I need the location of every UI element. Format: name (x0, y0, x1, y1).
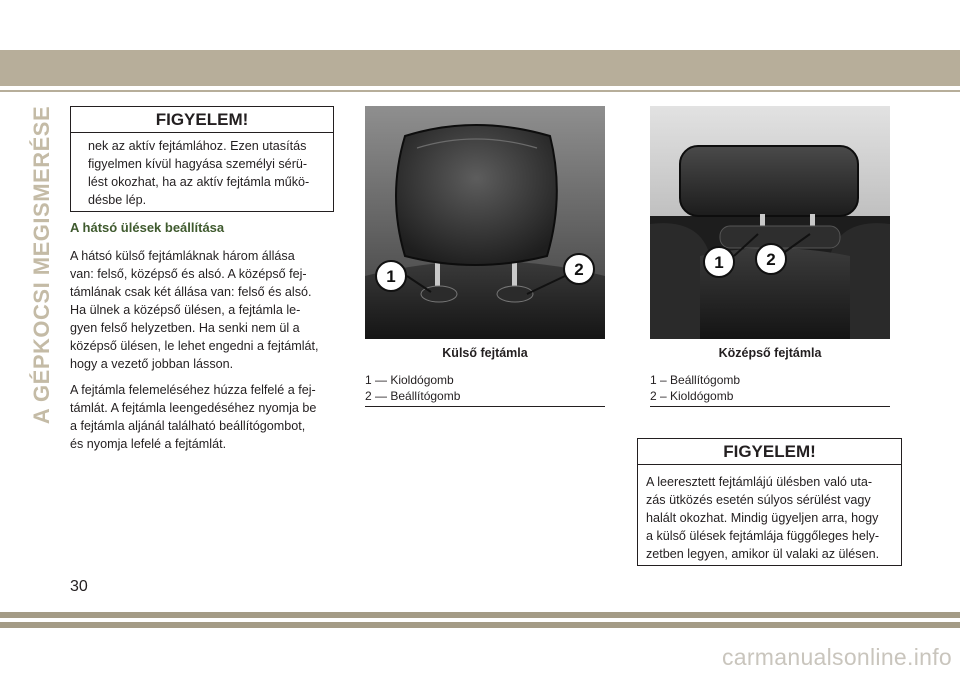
warning-line: lést okozhat, ha az aktív fejtámla műkö- (88, 175, 310, 189)
paragraph-line: A hátsó külső fejtámláknak három állása (70, 249, 295, 263)
warning-body (638, 465, 901, 563)
section-heading: A hátsó ülések beállítása (70, 220, 225, 235)
warning-line: figyelmen kívül hagyása személyi sérü- (88, 157, 308, 171)
legend-item: 2 – Kioldógomb (650, 389, 734, 403)
paragraph-line: hogy a vezető jobban lásson. (70, 357, 234, 371)
callout-1-label: 1 (714, 253, 724, 272)
warning-line: a külső ülések fejtámlája függőleges hely- (646, 529, 880, 543)
warning-line: A leeresztett fejtámlájú ülésben való uta- (646, 475, 873, 489)
figure-2-caption: Középső fejtámla (718, 346, 822, 360)
chapter-side-tab (22, 100, 62, 430)
body-paragraph-2 (70, 381, 332, 453)
header-rule (0, 90, 960, 92)
center-headrest-photo (650, 106, 890, 339)
callout-1-label: 1 (386, 267, 396, 286)
paragraph-line: gyen felső helyzetben. Ha senki nem ül a (70, 321, 300, 335)
callout-2-label: 2 (574, 260, 584, 279)
figure-1-legend (365, 372, 460, 404)
warning-line: halált okozhat. Mindig ügyeljen arra, hogy (646, 511, 879, 525)
header-band (0, 50, 960, 86)
warning-line: désbe lép. (88, 193, 147, 207)
figure-1-rule (365, 406, 605, 407)
warning-line: zetben legyen, amikor ül valaki az ülésen. (646, 547, 880, 561)
figure-1-caption: Külső fejtámla (442, 346, 528, 360)
paragraph-line: és nyomja lefelé a fejtámlát. (70, 437, 227, 451)
warning-line: zás ütközés esetén súlyos sérülést vagy (646, 493, 871, 507)
legend-item: 2 — Beállítógomb (365, 389, 461, 403)
footer-band (0, 612, 960, 618)
warning-title: FIGYELEM! (71, 107, 333, 133)
legend-item: 1 — Kioldógomb (365, 373, 454, 387)
paragraph-line: a fejtámla aljánál található beállítógombot, (70, 419, 306, 433)
footer-band-secondary (0, 622, 960, 628)
legend-item: 1 – Beállítógomb (650, 373, 741, 387)
paragraph-line: van: felső, középső és alsó. A középső fej- (70, 267, 307, 281)
site-watermark: carmanualsonline.info (721, 644, 952, 670)
paragraph-line: Ha ülnek a középső ülésen, a fejtámla le- (70, 303, 301, 317)
paragraph-line: támlának csak két állása van: felső és alsó. (70, 285, 312, 299)
warning-box-top (70, 106, 334, 212)
warning-line: nek az aktív fejtámlához. Ezen utasítás (88, 139, 307, 153)
page-number: 30 (70, 578, 88, 595)
figure-2-legend (650, 372, 740, 404)
paragraph-line: A fejtámla felemeléséhez húzza felfelé a fej- (70, 383, 316, 397)
callout-2-label: 2 (766, 250, 776, 269)
center-headrest-illustration (650, 106, 890, 339)
paragraph-line: támlát. A fejtámla leengedéséhez nyomja be (70, 401, 317, 415)
outboard-headrest-photo (365, 106, 605, 339)
figure-2-rule (650, 406, 890, 407)
outboard-headrest-illustration (365, 106, 605, 339)
body-paragraph-1 (70, 247, 332, 373)
warning-box-bottom (637, 438, 902, 566)
warning-body (71, 133, 333, 209)
chapter-title: A GÉPKOCSI MEGISMERÉSE (29, 105, 54, 425)
paragraph-line: középső ülésen, le lehet engedni a fejtámlát, (70, 339, 319, 353)
warning-title: FIGYELEM! (638, 439, 901, 465)
